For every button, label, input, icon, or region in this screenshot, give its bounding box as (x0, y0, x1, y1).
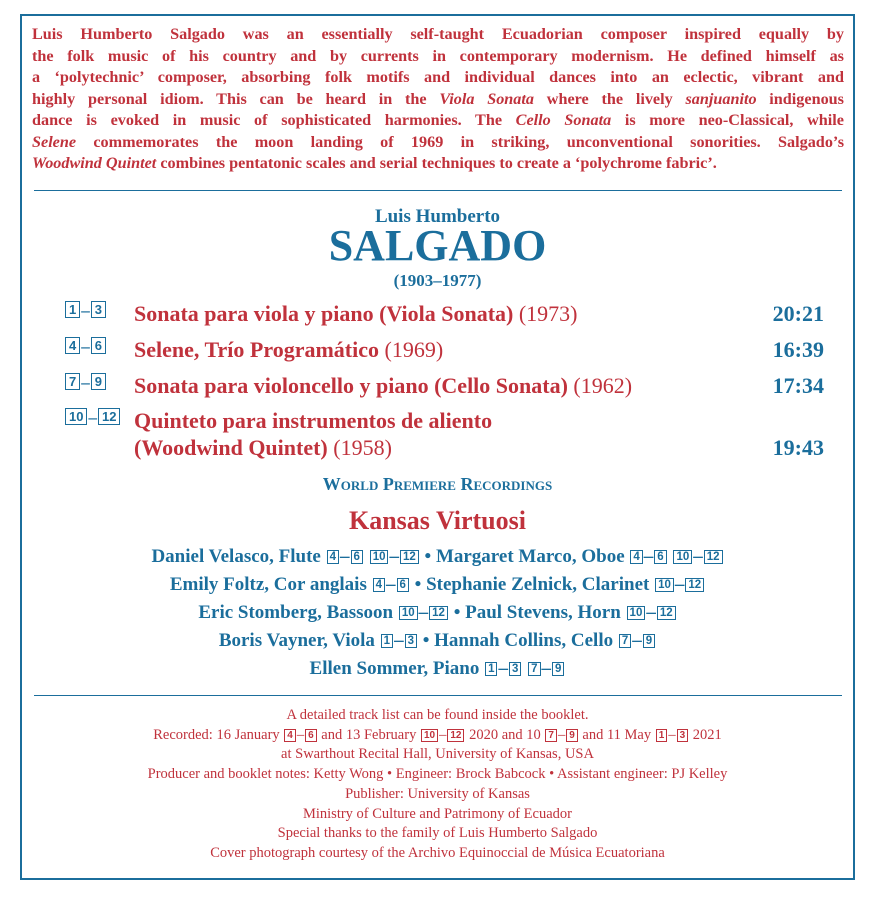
cover-credit: Cover photograph courtesy of the Archivo Equinoccial de Música Ecuatoriana (210, 844, 665, 861)
intro-line: Luis Humberto Salgado was an essentially self-taught Ecuadorian composer inspired equally by (32, 25, 844, 43)
booklet-note: A detailed track list can be found inside the booklet. (286, 707, 589, 723)
track-year: (1973) (518, 301, 578, 326)
track-duration: 20:21 (772, 301, 824, 326)
track-title: Selene, Trío Programático (134, 337, 379, 362)
recording-dates: Recorded: 16 January 4 – 6 and 13 February 10 – 12 2020 and 10 7 – 9 and 11 May 1 – 3 2021 (153, 726, 722, 743)
intro-line: Woodwind Quintet combines pentatonic scales and serial techniques to create a ‘polychrome fabric’. (32, 154, 717, 172)
track-numbers: 4 – 6 (64, 337, 107, 357)
publisher: Publisher: University of Kansas (345, 785, 530, 802)
ministry: Ministry of Culture and Patrimony of Ecuador (302, 805, 572, 822)
performer-line: Boris Vayner, Viola 1 – 3 • Hannah Collins, Cello 7 – 9 (22, 627, 853, 654)
performer-line: Emily Foltz, Cor anglais 4 – 6 • Stephanie Zelnick, Clarinet 10 – 12 (22, 571, 853, 598)
intro-paragraph (32, 24, 844, 175)
intro-line: a ‘polytechnic’ composer, absorbing folk motifs and individual dances into an eclectic, vibrant and (32, 68, 844, 86)
composer-first-names: Luis Humberto (374, 206, 501, 227)
track-year: (1958) (333, 435, 392, 460)
track-numbers: 7 – 9 (64, 373, 107, 393)
composer-dates: (1903–1977) (393, 271, 482, 290)
composer-surname: SALGADO (328, 221, 547, 270)
divider (34, 190, 842, 191)
track-year: (1969) (384, 337, 444, 362)
track-title: Sonata para viola y piano (Viola Sonata) (134, 301, 514, 326)
recording-venue: at Swarthout Recital Hall, University of Kansas, USA (281, 746, 594, 763)
intro-line: the folk music of his country and by currents in contemporary modernism. He defined himself as (32, 46, 844, 65)
ensemble-name: Kansas Virtuosi (349, 506, 526, 535)
performer-line: Ellen Sommer, Piano 1 – 3 7 – 9 (22, 655, 853, 682)
intro-line: Selene commemorates the moon landing of 1969 in striking, unconventional sonorities. Salgado’s (32, 132, 844, 151)
performer-line: Eric Stomberg, Bassoon 10 – 12 • Paul Stevens, Horn 10 – 12 (22, 599, 853, 626)
booklet-frame (20, 14, 855, 880)
track-year: (1962) (573, 373, 633, 398)
thanks: Special thanks to the family of Luis Humberto Salgado (277, 825, 598, 842)
track-title: Quinteto para instrumentos de aliento (134, 408, 493, 433)
track-duration: 19:43 (772, 435, 824, 460)
credits: Producer and booklet notes: Ketty Wong • Engineer: Brock Babcock • Assistant engineer: PJ Kelley (147, 766, 728, 783)
premiere-label: World Premiere Recordings (322, 474, 553, 494)
track-numbers: 1 – 3 (64, 301, 107, 321)
intro-line: highly personal idiom. This can be heard in the Viola Sonata where the lively sanjuanito indigenous (32, 89, 844, 108)
track-duration: 16:39 (772, 337, 824, 362)
footer (22, 706, 853, 864)
intro-line: dance is evoked in music of sophisticated harmonies. The Cello Sonata is more neo-Classical, while (32, 111, 844, 129)
track-duration: 17:34 (772, 373, 824, 398)
performer-line: Daniel Velasco, Flute 4 – 6 10 – 12 • Margaret Marco, Oboe 4 – 6 10 – 12 (22, 543, 853, 570)
track-numbers: 10 – 12 (64, 408, 121, 428)
divider (34, 695, 842, 696)
track-title: Sonata para violoncello y piano (Cello Sonata) (134, 373, 568, 398)
track-title: (Woodwind Quintet) (134, 435, 328, 460)
